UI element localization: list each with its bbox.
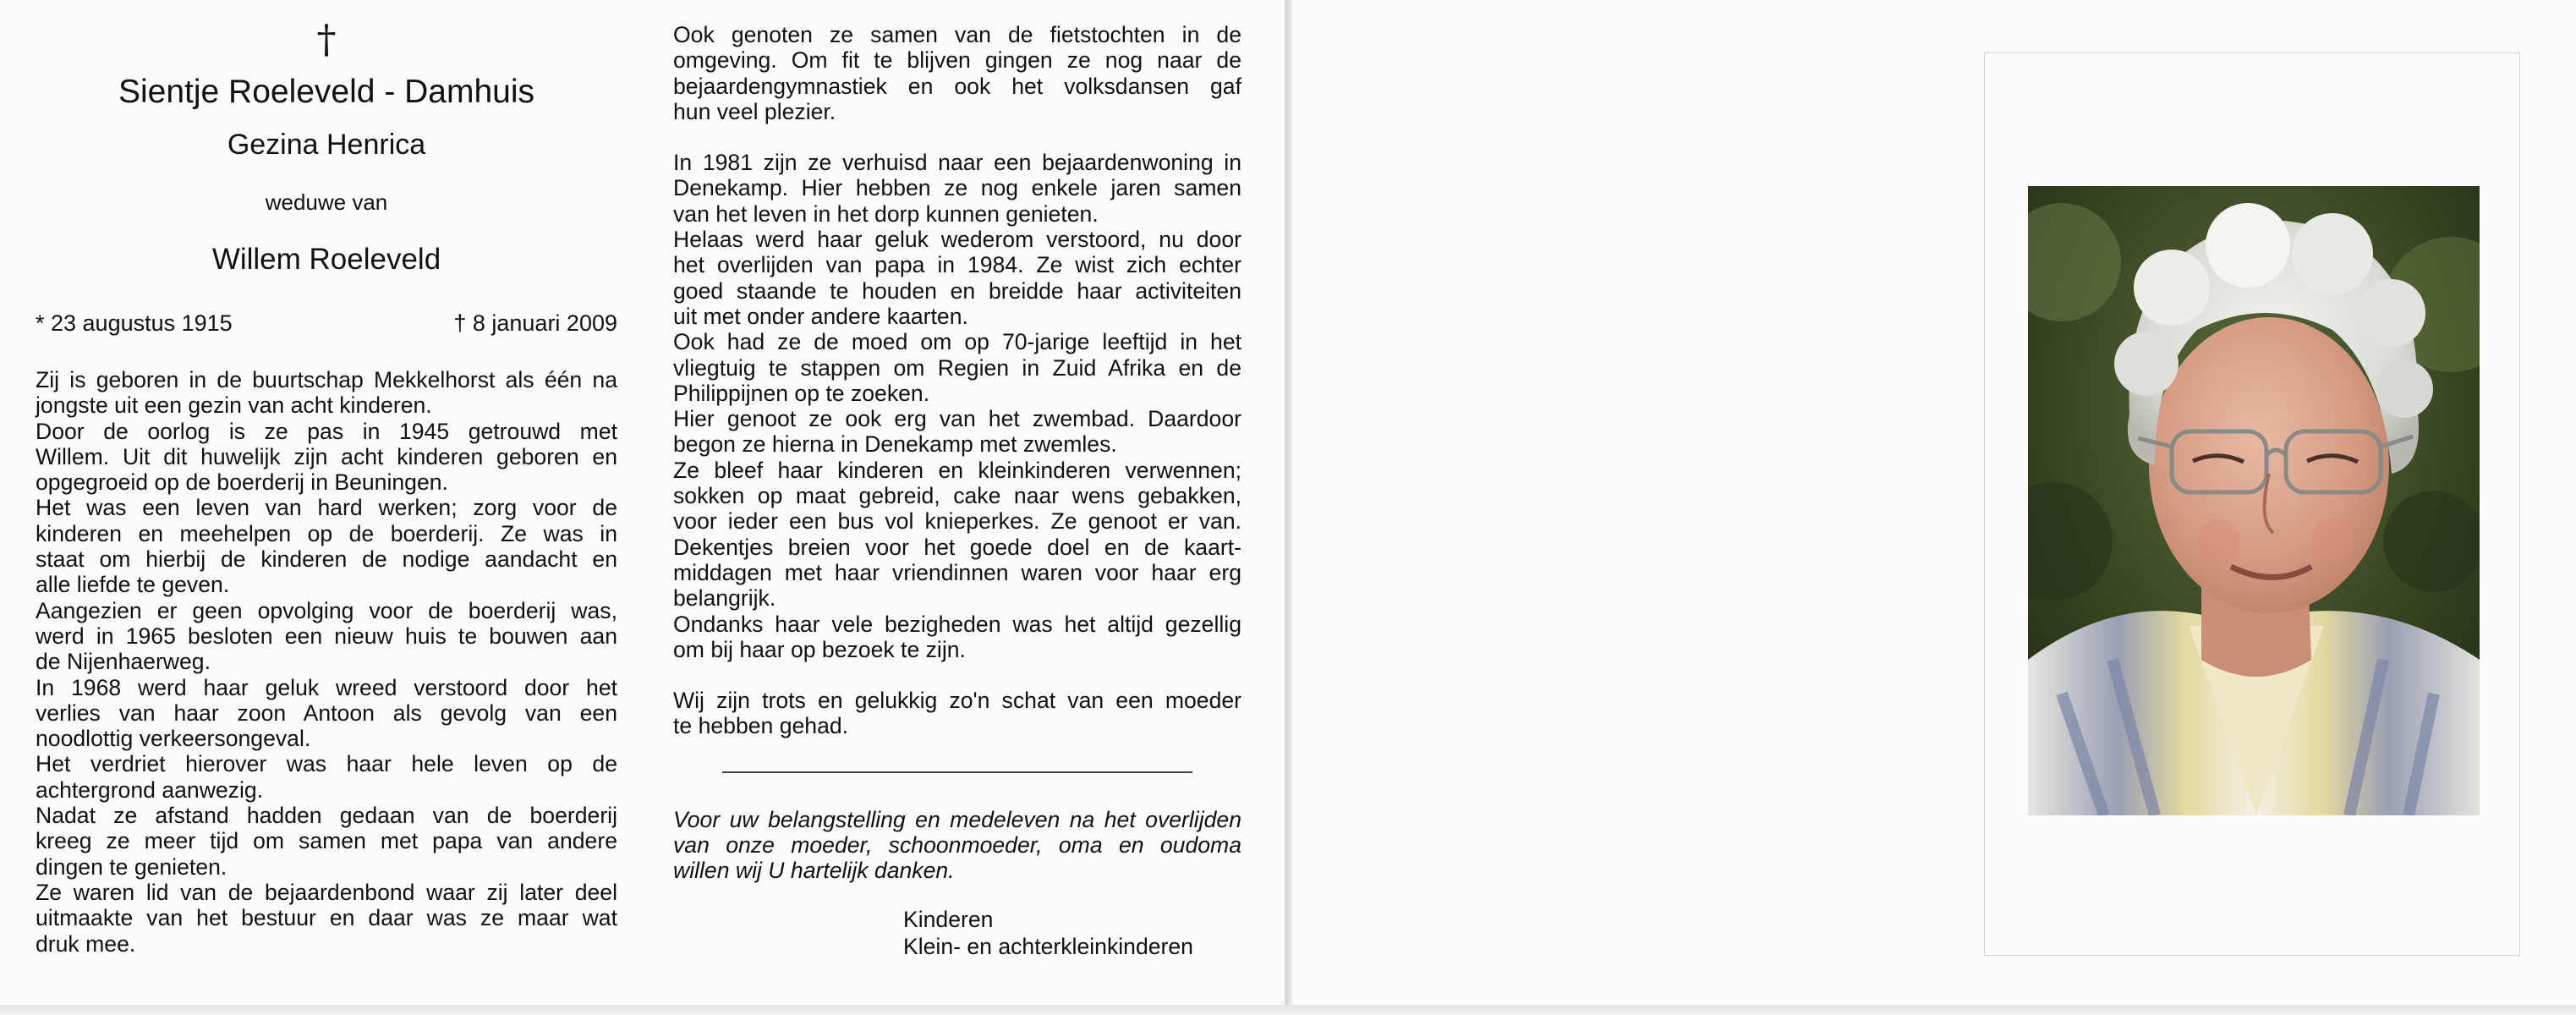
text-line: Het verdriet hierover was haar hele leven op de [36, 751, 617, 777]
story-block-proud [673, 688, 1241, 739]
text-line: kreeg ze meer tijd om samen met papa van andere [36, 828, 617, 854]
thanks-text [673, 807, 1241, 884]
text-line: werd in 1965 besloten een nieuw huis te bouwen aan [36, 623, 617, 649]
text-line: Voor uw belangstelling en medeleven na het overlijden [673, 806, 1241, 832]
text-line: In 1981 zijn ze verhuisd naar een bejaardenwoning in [673, 150, 1241, 176]
text-line: Ze bleef haar kinderen en kleinkinderen verwennen; [673, 457, 1241, 483]
paragraph [36, 751, 617, 803]
widow-of-label: weduwe van [265, 189, 388, 215]
text-line: begon ze hierna in Denekamp met zwemles. [673, 431, 1117, 458]
text-line: Hier genoot ze ook erg van het zwembad. Daardoor [673, 406, 1241, 432]
text-line: Ondanks haar vele bezigheden was het altijd gezellig [673, 611, 1241, 637]
text-line: middagen met haar vriendinnen waren voor haar erg [673, 559, 1241, 585]
text-line: belangrijk. [673, 585, 776, 612]
paragraph [36, 675, 617, 752]
paragraph [673, 612, 1241, 663]
signoff [903, 906, 1241, 960]
paragraph [36, 598, 617, 675]
text-line: opgegroeid op de boerderij in Beuningen. [36, 469, 448, 496]
text-line: voor ieder een bus vol knieperkes. Ze genoot er van. [673, 508, 1241, 535]
portrait-photo-elderly-woman-glasses [2028, 186, 2480, 815]
text-line: vliegtuig te stappen om Regien in Zuid Afrika en de [673, 354, 1241, 381]
paragraph [673, 688, 1241, 739]
paragraph [36, 495, 617, 597]
text-line: goed staande te houden en breidde haar activiteiten [673, 277, 1241, 304]
paragraph [673, 150, 1241, 227]
text-line: Ook had ze de moed om op 70-jarige leeftijd in het [673, 329, 1241, 355]
memorial-column-right [673, 22, 1241, 960]
paragraph [36, 419, 617, 496]
text-line: Willem. Uit dit huwelijk zijn acht kinderen geboren en [36, 443, 617, 469]
story-block-cycling [673, 22, 1241, 124]
card-fold [1285, 0, 1292, 1015]
text-line: verlies van haar zoon Antoon als gevolg van een [36, 700, 617, 726]
text-line: jongste uit een gezin van acht kinderen. [36, 392, 432, 419]
text-line: alle liefde te geven. [36, 572, 230, 598]
signoff-children: Kinderen [903, 906, 994, 932]
text-line: om bij haar op bezoek te zijn. [673, 636, 966, 662]
paragraph [36, 880, 617, 957]
text-line: Wij zijn trots en gelukkig zo'n schat van een moeder [673, 688, 1241, 714]
birth-date: * 23 augustus 1915 [36, 310, 233, 336]
text-line: willen wij U hartelijk danken. [673, 858, 955, 884]
biography-text [36, 367, 617, 957]
memorial-column-left [36, 15, 617, 957]
divider-line [722, 771, 1192, 773]
text-line: Door de oorlog is ze pas in 1945 getrouwd met [36, 418, 617, 444]
text-line: Ze waren lid van de bejaardenbond waar zij later deel [36, 879, 617, 905]
text-line: bejaardengymnastiek en ook het volksdansen gaf [673, 73, 1241, 99]
paragraph [36, 803, 617, 880]
text-line: druk mee. [36, 930, 136, 957]
card-inside-left [0, 0, 1285, 1005]
text-line: van het leven in het dorp kunnen genieten. [673, 200, 1099, 227]
text-line: staat om hierbij de kinderen de nodige aandacht en [36, 546, 617, 573]
text-line: In 1968 werd haar geluk wreed verstoord door het [36, 674, 617, 700]
paragraph [673, 227, 1241, 329]
deceased-name: Sientje Roeleveld - Damhuis [118, 74, 535, 110]
signoff-grandchildren: Klein- en achterkleinkinderen [903, 933, 1193, 959]
cross-icon: † [316, 16, 337, 62]
text-line: de Nijenhaerweg. [36, 649, 211, 675]
text-line: Denekamp. Hier hebben ze nog enkele jaren samen [673, 175, 1241, 201]
text-line: Nadat ze afstand hadden gedaan van de boerderij [36, 803, 617, 829]
text-line: kinderen en meehelpen op de boerderij. Ze was in [36, 520, 617, 546]
text-line: Het was een leven van hard werken; zorg voor de [36, 495, 617, 521]
text-line: Zij is geboren in de buurtschap Mekkelhorst als één na [36, 367, 617, 392]
husband-name: Willem Roeleveld [211, 243, 441, 276]
text-line: uitmaakte van het bestuur en daar was ze maar wat [36, 905, 617, 931]
paragraph [36, 367, 617, 419]
paragraph [673, 458, 1241, 612]
text-line: te hebben gehad. [673, 713, 849, 739]
given-names: Gezina Henrica [227, 129, 426, 161]
card-bottom-edge [0, 1005, 2576, 1015]
text-line: van onze moeder, schoonmoeder, oma en oudoma [673, 832, 1241, 859]
text-line: noodlottig verkeersongeval. [36, 726, 311, 752]
life-dates [36, 308, 617, 338]
text-line: het overlijden van papa in 1984. Ze wist zich echter [673, 252, 1241, 278]
text-line: Helaas werd haar geluk wederom verstoord, nu door [673, 227, 1241, 253]
portrait-photo [2028, 186, 2480, 815]
paragraph [673, 406, 1241, 458]
paragraph [673, 807, 1241, 884]
text-line: Ook genoten ze samen van de fietstochten in de [673, 22, 1241, 47]
text-line: Aangezien er geen opvolging voor de boerderij was, [36, 597, 617, 623]
text-line: Dekentjes breien voor het goede doel en de kaart- [673, 534, 1241, 560]
text-line: dingen te genieten. [36, 853, 227, 880]
story-block-later-life [673, 150, 1241, 662]
text-line: achtergrond aanwezig. [36, 776, 264, 803]
text-line: sokken op maat gebreid, cake naar wens gebakken, [673, 483, 1241, 509]
paragraph [673, 329, 1241, 406]
text-line: uit met onder andere kaarten. [673, 303, 968, 329]
paragraph [673, 22, 1241, 124]
death-date: † 8 januari 2009 [453, 310, 617, 336]
text-line: hun veel plezier. [673, 98, 836, 124]
text-line: Philippijnen op te zoeken. [673, 380, 930, 406]
text-line: omgeving. Om fit te blijven gingen ze nog naar de [673, 47, 1241, 74]
